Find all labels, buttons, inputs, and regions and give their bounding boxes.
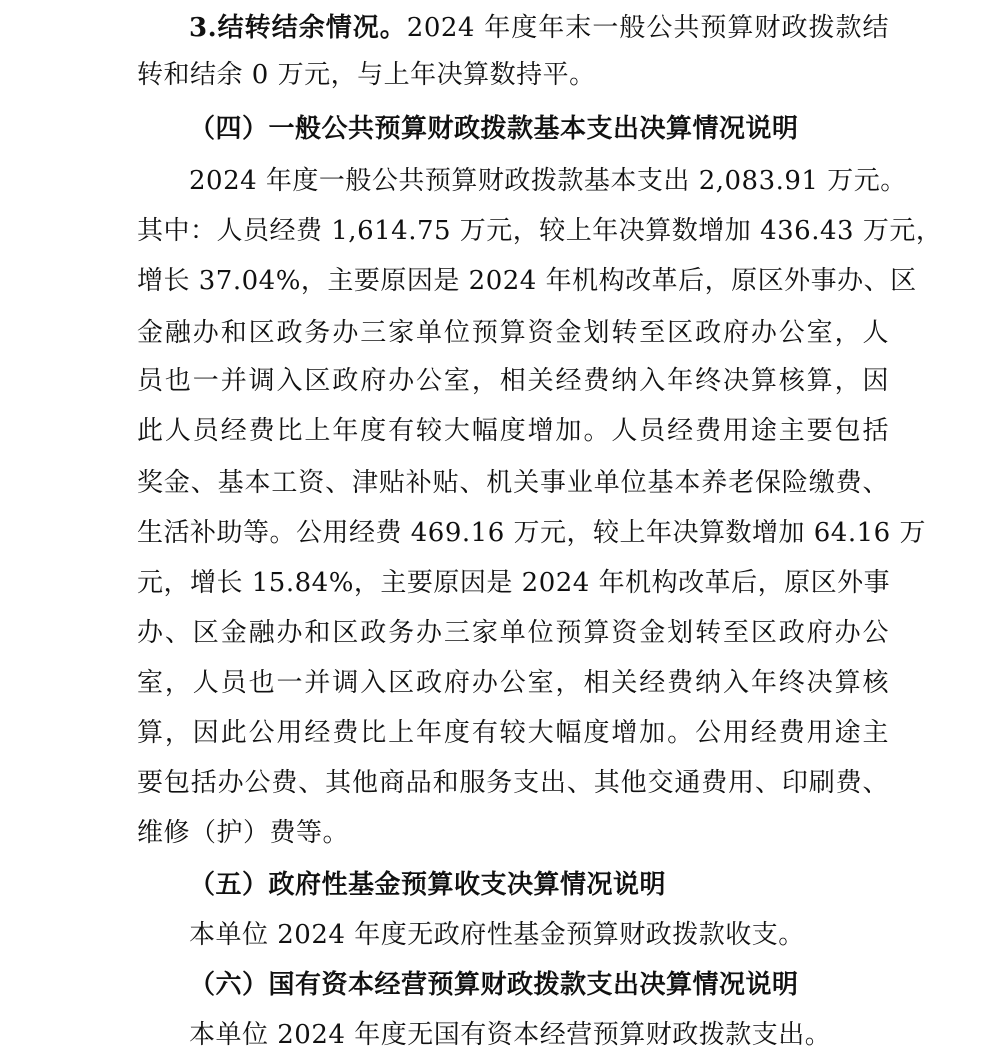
line-text: 2024 年度年末一般公共预算财政拨款结 <box>406 13 889 43</box>
section-lead: 3.结转结余情况。 <box>189 13 407 43</box>
section-heading: （五）政府性基金预算收支决算情况说明 <box>189 870 667 900</box>
paragraph-line: 办、区金融办和区政务办三家单位预算资金划转至区政府办公 <box>137 618 889 648</box>
paragraph-line: 维修（护）费等。 <box>137 818 350 848</box>
paragraph-line: 增长 37.04%，主要原因是 2024 年机构改革后，原区外事办、区 <box>137 266 917 296</box>
paragraph-line: 本单位 2024 年度无国有资本经营预算财政拨款支出。 <box>189 1020 832 1050</box>
paragraph-line: 员也一并调入区政府办公室，相关经费纳入年终决算核算，因 <box>137 366 889 396</box>
section-heading: （六）国有资本经营预算财政拨款支出决算情况说明 <box>189 970 799 1000</box>
paragraph-line: 转和结余 0 万元，与上年决算数持平。 <box>137 60 596 90</box>
paragraph-line: 算，因此公用经费比上年度有较大幅度增加。公用经费用途主 <box>137 718 889 748</box>
paragraph-line: 奖金、基本工资、津贴补贴、机关事业单位基本养老保险缴费、 <box>137 468 889 498</box>
paragraph-line: 2024 年度一般公共预算财政拨款基本支出 2,083.91 万元。 <box>189 166 907 196</box>
paragraph-line: 生活补助等。公用经费 469.16 万元，较上年决算数增加 64.16 万 <box>137 518 926 548</box>
paragraph-line: 其中：人员经费 1,614.75 万元，较上年决算数增加 436.43 万元， <box>137 216 943 246</box>
paragraph-line: 元，增长 15.84%，主要原因是 2024 年机构改革后，原区外事 <box>137 568 891 598</box>
paragraph-line <box>189 3 889 53</box>
section-heading: （四）一般公共预算财政拨款基本支出决算情况说明 <box>189 114 799 144</box>
paragraph-line: 本单位 2024 年度无政府性基金预算财政拨款收支。 <box>189 920 805 950</box>
paragraph-line: 金融办和区政务办三家单位预算资金划转至区政府办公室，人 <box>137 318 889 348</box>
paragraph-line: 室，人员也一并调入区政府办公室，相关经费纳入年终决算核 <box>137 668 889 698</box>
paragraph-line: 要包括办公费、其他商品和服务支出、其他交通费用、印刷费、 <box>137 768 889 798</box>
paragraph-line: 此人员经费比上年度有较大幅度增加。人员经费用途主要包括 <box>137 416 889 446</box>
